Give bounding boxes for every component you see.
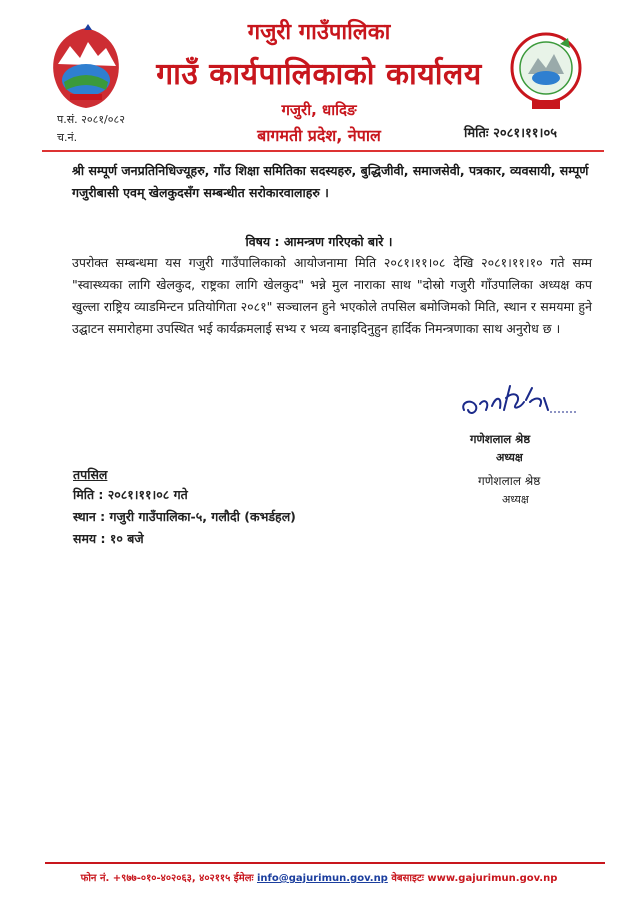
- letter-body: उपरोक्त सम्बन्धमा यस गजुरी गाउँपालिकाको आयोजनामा मिति २०८१।११।०८ देखि २०८१।११।१० गते सम्म "स्वास्थ्यका लागि खेलकुद, राष्ट्रका लागि खेलकुद" भन्ने मुल नाराका साथ "दोस्रो गजुरी गाँउपालिका अध्यक्ष कप खुल्ला राष्ट्रिय व्याडमिन्टन प्रतियोगिता २०८१" सञ्चालन हुने भएकोले तपसिल बमोजिमको मिति, स्थान र समयमा हुने उद्घाटन समारोहमा उपस्थित भई कार्यक्रमलाई सभ्य र भव्य बनाइदिनुहुन हार्दिक निमन्त्रणाका साथ अनुरोध छ ।: [72, 255, 592, 336]
- footer-email-link[interactable]: info@gajurimun.gov.np: [257, 873, 388, 884]
- details-heading: तपसिल: [73, 467, 108, 482]
- handwritten-signature: [458, 376, 578, 428]
- stamp-name: गणेशलाल श्रेष्ठ: [478, 474, 541, 488]
- recipients-line: श्री सम्पूर्ण जनप्रतिनिधिज्यूहरु, गाँउ शिक्षा समितिका सदस्यहरु, बुद्धिजीवी, समाजसेवी, पत्रकार, व्यवसायी, सम्पूर्ण गजुरीबासी एवम् खेलकुदसँग सम्बन्धीत सरोकारवालाहरु ।: [72, 163, 589, 200]
- signer-name: गणेशलाल श्रेष्ठ: [470, 432, 531, 446]
- footer-website-label: वेबसाइटः: [391, 873, 424, 884]
- details-place: स्थान : गजुरी गाउँपालिका-५, गलौदी (कभर्डहल): [73, 509, 296, 524]
- office-province: बागमती प्रदेश, नेपाल: [257, 126, 381, 145]
- signer-title: अध्यक्ष: [496, 451, 523, 464]
- details-time: समय : १० बजे: [73, 531, 144, 546]
- office-place: गजुरी, धादिङ: [281, 101, 357, 119]
- reference-number: प.सं. २०८१/०८२: [57, 113, 125, 126]
- footer-website-link[interactable]: www.gajurimun.gov.np: [427, 873, 558, 884]
- footer-divider: [45, 862, 605, 864]
- stamp-title: अध्यक्ष: [502, 493, 529, 506]
- serial-number: च.नं.: [57, 131, 78, 144]
- letter-subject: विषय : आमन्त्रण गरिएको बारे ।: [245, 234, 393, 249]
- footer-phone: फोन नं. +९७७-०१०-४०२०६३, ४०२११५ ईमेलः: [80, 873, 254, 884]
- header-divider: [42, 150, 604, 152]
- letter-date: मितिः २०८१।११।०५: [464, 126, 558, 141]
- footer-contact: [0, 870, 638, 884]
- details-date: मिति : २०८१।११।०८ गते: [73, 487, 188, 502]
- municipality-name: गजुरी गाउँपालिका: [247, 20, 391, 45]
- office-name: गाउँ कार्यपालिकाको कार्यालय: [156, 57, 482, 92]
